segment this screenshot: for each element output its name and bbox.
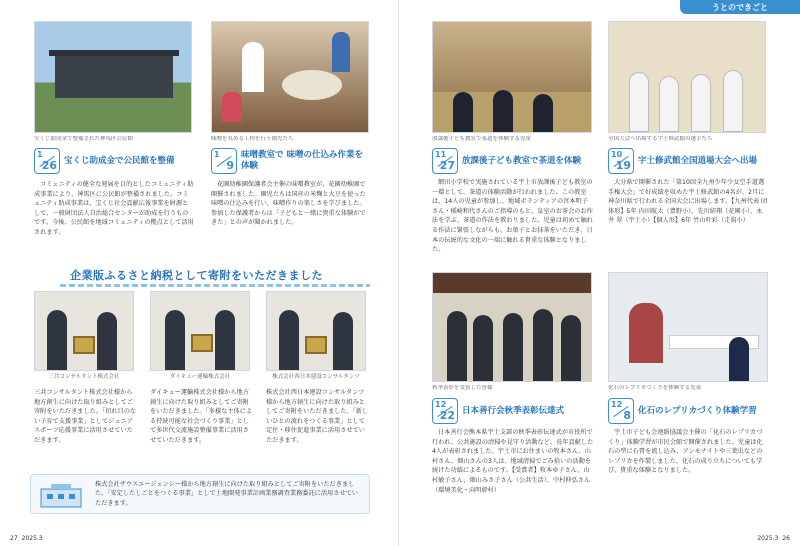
article-header [211,148,371,174]
building-icon [37,481,85,509]
donor-caption: 三共コンサルタント株式会社 [48,374,120,380]
donor-text: 三共コンサルタント株式会社様から地方創生に向けた取り組みとしてご寄附をいただきました。「切れ目のない子育て支援事業」としてジュニアスポーツ応援事業に活用させていただきます。 [34,389,137,445]
page-number: 26 [782,535,790,542]
date-badge: 12 22 [432,398,458,424]
left-page [0,0,399,546]
article-header [432,148,594,174]
tea-ceremony-photo [432,21,592,133]
miso-class-photo [211,21,369,133]
article-body: 網田小学校で実施されている宇土市放課後子ども教室の一環として、茶道の体験活動が行われました。この教室は、14人の児童が参加し、地域ボランティアの宮本明子さん・稲崎和代さんのご指導のもと、皇室のお茶会のお作法を学ぶ、茶道の作法を教わりました。児童は初めて触れる作法に緊張しながらも、お菓子とお抹茶をいただき、日本の伝統的な文化の一端に触れる貴重な体験となりました。 [432,179,593,254]
karate-photo [608,21,766,133]
article-caption: 放課後子ども教室で茶道を体験する児童 [432,136,532,142]
article-header [432,398,594,424]
donor-photo [266,291,366,371]
article-header [34,148,194,174]
donor-text: ダイキュー運輸株式会社様から地方創生に向けた取り組みとしてご寄附をいただきました。「多様な主体による持続可能な社会づくり事業」として多世代交流施設整備事業に活用させていただきます。 [150,389,253,445]
article-title: 化石のレプリカづくり体験学習 [638,405,757,416]
date-badge: 10 19 [608,148,634,174]
page-number: 27 [10,535,18,542]
article-caption: 宝くじ助成金で整備された神馬区公民館 [34,136,134,142]
page-footer [10,535,43,542]
section-title: 企業版ふるさと納税として寄附をいただきました [70,269,323,282]
donor-caption: 株式会社西日本建設コンサルタンツ [272,374,360,380]
article-title: 放課後子ども教室で茶道を体験 [462,155,582,166]
article-caption: 化石のレプリカづくりを体験する児童 [608,385,702,391]
date-badge: 1 26 [34,148,60,174]
donor-text: 株式会社西日本建設コンサルタンツ様から地方創生に向けた取り組みとしてご寄附をいただきました。「新しいひとの流れをつくる事業」として定住・移住促進事業に活用させていただきます。 [266,389,369,445]
article-body: 花園幼稚園保護者会主催の味噌教室が、花園幼稚園で開催されました。園児たちは国産の米麹と大豆を使った味噌の仕込みを行い、味噌作りの楽しさを学びました。参加した保護者からは「子どもと一緒に貴重な体験ができた」との声が聞かれました。 [211,181,366,227]
date-badge: 11 27 [432,148,458,174]
fossil-replica-photo [608,272,768,382]
donor-caption: ダイキュー運輸株式会社 [169,374,231,380]
article-body: 大分県で開催された「第10回全九州少年少女空手道選手権大会」で好成績を収めた宇土修武館の4名が、2月に神奈川県で行われる全国大会に出場します。【九州代表 団体形】5年 内田航太（豊野小）、先川結翔（花園小）、永井 翠（宇土小）【個人形】6年 竹山叶彩（走潟小） [608,179,768,225]
section-tab: うとのできごと [680,0,800,14]
article-title: 味噌教室で 味噌の仕込み作業を体験 [241,150,363,171]
article-caption: 全国大会へ出場する宇土修武館の選手たち [608,136,713,142]
article-title: 日本善行会秋季表彰伝達式 [462,405,565,416]
article-caption: 味噌を丸める工程を行う園児たち [211,136,294,142]
donation-notice [30,474,370,514]
donation-notice-text: 株式会社サウスエージェンシー様から地方創生に向けた取り組みとしてご寄附をいただきました。「安定したしごとをつくる事業」として土地開発事業計画業務調査業務委託に活用させていただきます。 [95,481,358,507]
page-footer [757,535,790,542]
article-body: 日本善行会熊本県宇土支部の秋季表彰伝達式が市役所で行われ、公共施設の清掃や見守り活動など、長年貢献した4人が表彰されました。宇土市にお住まいの牧本さん、山村さん、畑山さんの3人は、地域清掃でごみ拾いの活動を続けた功績によるものです。【受賞者】牧本ゆ子さん、山村敏子さん、畑山みさ子さん（公共生活）、中村伸弘さん（環境美化・向明幹村） [432,429,594,494]
article-body: コミュニティの健全な発展を目的としたコミュニティ助成事業により、神馬区に公民館が整備されました。コミュニティ助成事業は、宝くじ社会貢献広報事業を財源として、一般財団法人自治総合センターが助成を行うものです。今後、公民館を地域コミュニティの拠点として活用されます。 [34,181,194,237]
section-divider [60,284,370,287]
issue-date: 2025.3 [21,535,43,542]
right-page [401,0,800,546]
issue-date: 2025.3 [757,535,779,542]
article-caption: 秋季表彰を受賞した皆様 [432,385,493,391]
article-title: 宝くじ助成金で公民館を整備 [64,155,175,166]
article-title: 宇土修武館全国道場大会へ出場 [638,155,758,166]
date-badge: 12 8 [608,398,634,424]
date-badge: 1 9 [211,148,237,174]
community-hall-photo [34,21,192,133]
donor-photo [150,291,250,371]
award-ceremony-photo [432,272,592,382]
article-body: 宇土市子ども会連絡協議会主催の「化石のレプリカづくり」体験学習が市民会館で開催されました。児童は化石の型に石膏を流し込み、アンモナイトや三葉虫などのレプリカを作製しました。化石の成り立ちについても学び、貴重な体験となりました。 [608,429,763,475]
donor-photo [34,291,134,371]
article-header [608,398,768,424]
article-header [608,148,768,174]
